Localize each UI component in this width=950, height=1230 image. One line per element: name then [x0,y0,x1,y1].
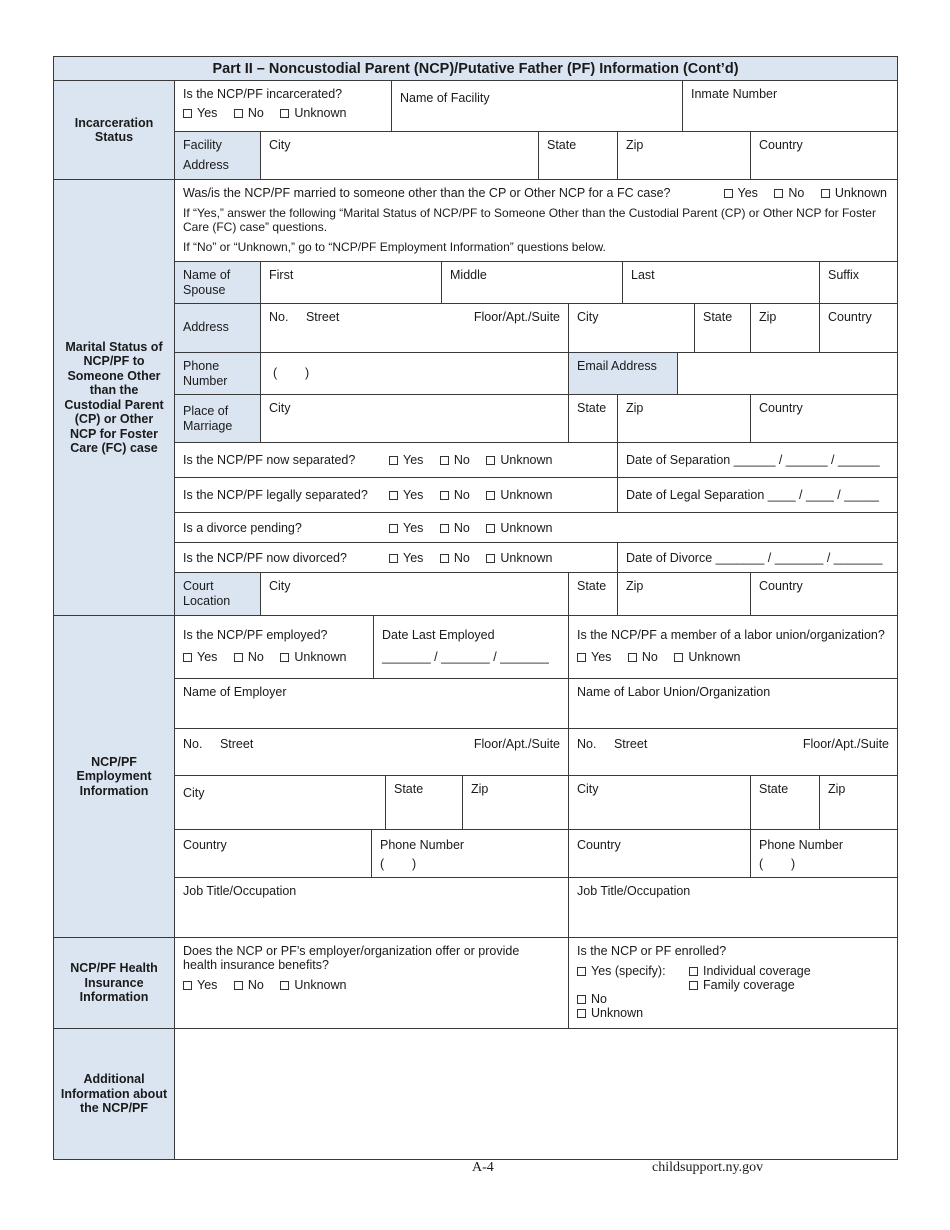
separated-question [175,443,618,478]
marriage-state-label: State [577,401,607,415]
court-city-label: City [269,579,291,593]
inmate-number-field[interactable] [683,81,898,132]
individual-coverage-label: Individual coverage [703,964,811,978]
legal-separation-question [175,478,618,513]
employer-state-label: State [394,782,424,796]
legal-separation-date-field[interactable]: Date of Legal Separation ____ / ____ / _____ [618,478,898,513]
married-question-label: Was/is the NCP/PF married to someone other than the CP or Other NCP for a FC case? [183,186,671,200]
union-no-checkbox[interactable] [628,650,658,665]
checkbox-icon [234,981,243,990]
married-yes-label: Yes [737,186,758,200]
union-zip-label: Zip [828,782,846,796]
employer-zip-label: Zip [471,782,489,796]
court-country-field[interactable] [751,573,898,616]
divorce-pending-question [175,513,898,543]
divorced-no-checkbox[interactable] [440,551,470,566]
spouse-address-label: Address [175,304,261,353]
employed-no-label: No [247,650,264,664]
separated-yes-label: Yes [403,453,424,467]
checkbox-icon [486,491,495,500]
incarcerated-question [175,81,392,132]
checkbox-icon [280,981,289,990]
health-offer-question-label: Does the NCP or PF’s employer/organization offer or provide health insurance benefits? [183,944,520,972]
incarcerated-unknown-checkbox[interactable] [280,106,346,121]
incarcerated-unknown-label: Unknown [294,106,347,120]
inmate-number-label: Inmate Number [691,87,778,101]
facility-name-field[interactable] [392,81,683,132]
spouse-floor-label: Floor/Apt./Suite [473,310,560,324]
legal-sep-unknown-checkbox[interactable] [486,488,552,503]
union-country-label: Country [577,838,621,852]
spouse-city-field[interactable] [569,304,695,353]
checkbox-icon [234,109,243,118]
additional-info-field[interactable] [175,1029,898,1160]
health-enrolled-question [569,938,898,1029]
marriage-city-field[interactable] [261,395,569,443]
union-phone-field[interactable] [751,830,898,878]
checkbox-icon [689,981,698,990]
enrolled-no-label: No [591,992,607,1006]
separated-unknown-checkbox[interactable] [486,453,552,468]
court-state-field[interactable] [569,573,618,616]
court-zip-field[interactable] [618,573,751,616]
spouse-middle-label: Middle [450,268,487,282]
incarceration-section-label: Incarceration Status [53,81,175,180]
additional-section-label: Additional Information about the NCP/PF [53,1029,175,1160]
divorce-pending-yes-checkbox[interactable] [389,521,423,536]
enrolled-unknown-label: Unknown [591,1006,644,1020]
checkbox-icon [577,967,586,976]
checkbox-icon [724,189,733,198]
employer-phone-label: Phone Number [380,838,465,852]
employer-floor-label: Floor/Apt./Suite [473,737,560,751]
individual-coverage-checkbox[interactable] [689,964,811,978]
health-offer-no-label: No [247,978,264,992]
marriage-zip-field[interactable] [618,395,751,443]
incarcerated-no-label: No [247,106,264,120]
facility-name-label: Name of Facility [400,91,490,105]
union-question-label: Is the NCP/PF a member of a labor union/organization? [577,628,885,642]
union-street-label: Street [613,737,648,751]
checkbox-icon [486,456,495,465]
spouse-suffix-field[interactable] [820,262,898,304]
court-city-field[interactable] [261,573,569,616]
place-of-marriage-label: Place of Marriage [175,395,261,443]
checkbox-icon [183,653,192,662]
employed-question-label: Is the NCP/PF employed? [183,628,328,642]
spouse-email-field[interactable] [678,353,898,395]
health-offer-no-checkbox[interactable] [234,978,264,993]
page-number: A-4 [472,1160,494,1175]
checkbox-icon [486,554,495,563]
family-coverage-checkbox[interactable] [689,978,795,992]
divorced-yes-checkbox[interactable] [389,551,423,566]
spouse-state-label: State [703,310,733,324]
date-last-employed-blank: _______ / _______ / _______ [382,650,549,664]
court-zip-label: Zip [626,579,644,593]
employed-question [175,616,374,679]
employed-unknown-checkbox[interactable] [280,650,346,665]
checkbox-icon [577,1009,586,1018]
facility-address-label: Facility Address [175,132,261,180]
divorce-pending-question-label: Is a divorce pending? [183,521,302,535]
employer-job-title-field[interactable] [175,878,569,938]
spouse-state-field[interactable] [695,304,751,353]
employer-city-label: City [183,786,205,800]
divorced-unknown-label: Unknown [500,551,553,565]
union-name-label: Name of Labor Union/Organization [577,685,771,699]
spouse-name-label: Name of Spouse [175,262,261,304]
checkbox-icon [389,491,398,500]
spouse-city-label: City [577,310,599,324]
spouse-country-field[interactable] [820,304,898,353]
spouse-email-label: Email Address [569,353,678,395]
divorce-pending-yes-label: Yes [403,521,424,535]
employer-country-label: Country [183,838,227,852]
employer-name-field[interactable] [175,679,569,729]
checkbox-icon [440,524,449,533]
union-country-field[interactable] [569,830,751,878]
checkbox-icon [577,995,586,1004]
divorced-question [175,543,618,573]
facility-country-label: Country [759,138,803,152]
enrolled-no-checkbox[interactable] [577,992,607,1006]
union-unknown-label: Unknown [688,650,741,664]
checkbox-icon [183,109,192,118]
divorce-pending-unknown-checkbox[interactable] [486,521,552,536]
spouse-zip-field[interactable] [751,304,820,353]
checkbox-icon [280,109,289,118]
married-yes-checkbox[interactable] [724,186,758,201]
enrolled-unknown-checkbox[interactable] [577,1006,643,1020]
union-job-title-field[interactable] [569,878,898,938]
incarcerated-yes-label: Yes [197,106,218,120]
facility-zip-field[interactable] [618,132,751,180]
facility-state-field[interactable] [539,132,618,180]
checkbox-icon [774,189,783,198]
health-offer-unknown-label: Unknown [294,978,347,992]
marital-instruction-no: If “No” or “Unknown,” go to “NCP/PF Employment Information” questions below. [183,240,606,254]
legal-sep-yes-checkbox[interactable] [389,488,423,503]
checkbox-icon [234,653,243,662]
marriage-zip-label: Zip [626,401,644,415]
separated-yes-checkbox[interactable] [389,453,423,468]
checkbox-icon [389,554,398,563]
checkbox-icon [486,524,495,533]
court-location-label: Court Location [175,573,261,616]
spouse-phone-label: Phone Number [175,353,261,395]
employer-job-title-label: Job Title/Occupation [183,884,297,898]
divorced-no-label: No [453,551,470,565]
health-section-label: NCP/PF Health Insurance Information [53,938,175,1029]
health-enrolled-question-label: Is the NCP or PF enrolled? [577,944,727,958]
divorced-yes-label: Yes [403,551,424,565]
married-no-checkbox[interactable] [774,186,804,201]
spouse-last-label: Last [631,268,655,282]
union-city-label: City [577,782,599,796]
married-question [175,180,898,262]
checkbox-icon [440,456,449,465]
court-country-label: Country [759,579,803,593]
health-offer-question [175,938,569,1029]
divorce-pending-no-checkbox[interactable] [440,521,470,536]
incarcerated-no-checkbox[interactable] [234,106,264,121]
spouse-phone-field[interactable]: ( ) [261,353,569,395]
union-no-label: No. [577,737,597,751]
divorce-date-field[interactable]: Date of Divorce _______ / _______ / _______ [618,543,898,573]
employer-no-label: No. [183,737,203,751]
union-state-label: State [759,782,789,796]
legal-separation-question-label: Is the NCP/PF legally separated? [183,488,368,502]
union-yes-checkbox[interactable] [577,650,611,665]
employed-unknown-label: Unknown [294,650,347,664]
checkbox-icon [577,653,586,662]
spouse-middle-field[interactable] [442,262,623,304]
family-coverage-label: Family coverage [703,978,795,992]
union-phone-format: ( ) [759,857,796,871]
incarcerated-yes-checkbox[interactable] [183,106,217,121]
union-yes-label: Yes [591,650,612,664]
employment-section-label: NCP/PF Employment Information [53,616,175,938]
employer-country-field[interactable] [175,830,372,878]
employed-yes-checkbox[interactable] [183,650,217,665]
date-last-employed-field[interactable] [374,616,569,679]
health-offer-yes-checkbox[interactable] [183,978,217,993]
separated-unknown-label: Unknown [500,453,553,467]
employer-zip-field[interactable] [463,776,569,830]
spouse-first-field[interactable] [261,262,442,304]
legal-sep-no-checkbox[interactable] [440,488,470,503]
checkbox-icon [183,981,192,990]
checkbox-icon [821,189,830,198]
union-city-field[interactable] [569,776,751,830]
legal-sep-unknown-label: Unknown [500,488,553,502]
facility-city-label: City [269,138,291,152]
married-unknown-checkbox[interactable] [821,186,887,201]
marriage-city-label: City [269,401,291,415]
divorce-pending-no-label: No [453,521,470,535]
spouse-last-field[interactable] [623,262,820,304]
date-last-employed-label: Date Last Employed [382,628,495,642]
checkbox-icon [280,653,289,662]
form [53,56,898,1160]
health-offer-unknown-checkbox[interactable] [280,978,346,993]
checkbox-icon [628,653,637,662]
facility-zip-label: Zip [626,138,644,152]
union-phone-label: Phone Number [759,838,844,852]
spouse-zip-label: Zip [759,310,777,324]
facility-country-field[interactable] [751,132,898,180]
spouse-no-label: No. [269,310,289,324]
married-no-label: No [788,186,805,200]
employer-phone-field[interactable] [372,830,569,878]
health-offer-yes-label: Yes [197,978,218,992]
separated-no-checkbox[interactable] [440,453,470,468]
spouse-suffix-label: Suffix [828,268,860,282]
enrolled-yes-label: Yes (specify): [591,964,666,978]
union-zip-field[interactable] [820,776,898,830]
separated-question-label: Is the NCP/PF now separated? [183,453,356,467]
checkbox-icon [689,967,698,976]
union-job-title-label: Job Title/Occupation [577,884,691,898]
marriage-country-field[interactable] [751,395,898,443]
married-unknown-label: Unknown [834,186,887,200]
facility-state-label: State [547,138,577,152]
legal-sep-no-label: No [453,488,470,502]
marriage-country-label: Country [759,401,803,415]
checkbox-icon [674,653,683,662]
employer-state-field[interactable] [386,776,463,830]
union-no-label: No [641,650,658,664]
spouse-country-label: Country [828,310,872,324]
divorced-question-label: Is the NCP/PF now divorced? [183,551,347,565]
marital-instruction-yes: If “Yes,” answer the following “Marital Status of NCP/PF to Someone Other than the Custodial Parent (CP) or Other NCP for Foster Care (FC) case” questions. [183,206,876,234]
page-title: Part II – Noncustodial Parent (NCP)/Putative Father (PF) Information (Cont’d) [53,56,898,81]
employer-street-field[interactable] [175,729,569,776]
union-street-field[interactable] [569,729,898,776]
employer-street-label: Street [219,737,254,751]
checkbox-icon [389,524,398,533]
employed-yes-label: Yes [197,650,218,664]
separation-date-field[interactable]: Date of Separation ______ / ______ / ______ [618,443,898,478]
employer-city-field[interactable] [175,776,386,830]
checkbox-icon [389,456,398,465]
separated-no-label: No [453,453,470,467]
marital-section-label: Marital Status of NCP/PF to Someone Other than the Custodial Parent (CP) or Other NCP for Foster Care (FC) case [53,180,175,616]
employer-name-label: Name of Employer [183,685,287,699]
facility-city-field[interactable] [261,132,539,180]
union-name-field[interactable] [569,679,898,729]
employer-phone-format: ( ) [380,857,417,871]
checkbox-icon [440,554,449,563]
union-floor-label: Floor/Apt./Suite [802,737,889,751]
divorced-unknown-checkbox[interactable] [486,551,552,566]
spouse-street-field[interactable] [261,304,569,353]
union-state-field[interactable] [751,776,820,830]
marriage-state-field[interactable] [569,395,618,443]
website-footer: childsupport.ny.gov [652,1160,764,1175]
court-state-label: State [577,579,607,593]
union-unknown-checkbox[interactable] [674,650,740,665]
divorce-pending-unknown-label: Unknown [500,521,553,535]
incarcerated-question-label: Is the NCP/PF incarcerated? [183,87,343,101]
employed-no-checkbox[interactable] [234,650,264,665]
spouse-first-label: First [269,268,294,282]
enrolled-yes-checkbox[interactable] [577,964,666,978]
union-question [569,616,898,679]
legal-sep-yes-label: Yes [403,488,424,502]
spouse-street-label: Street [305,310,340,324]
checkbox-icon [440,491,449,500]
